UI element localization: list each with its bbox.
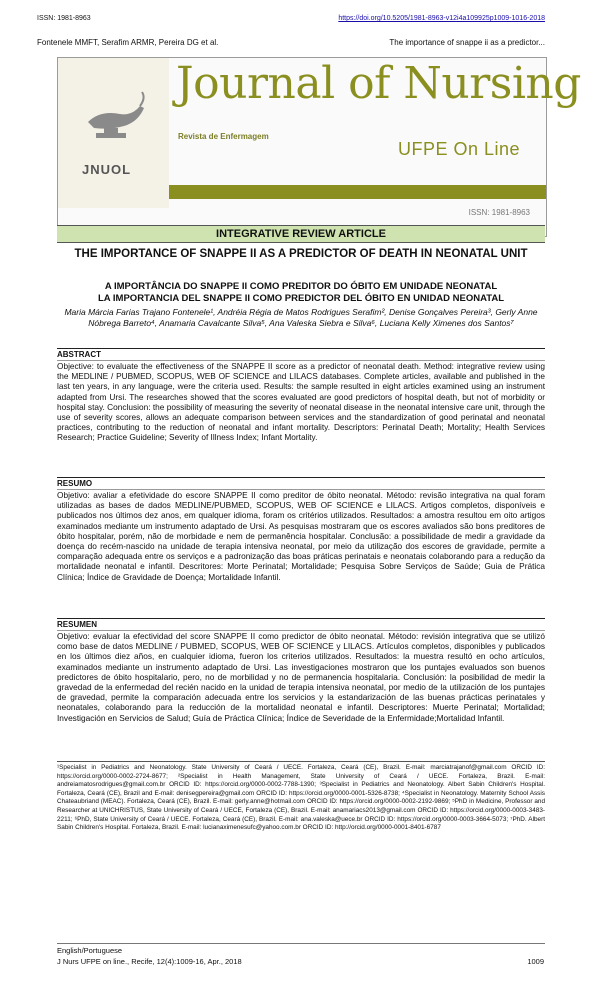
banner-stripe: [169, 185, 546, 199]
abstract-text: Objective: to evaluate the effectiveness of the SNAPPE II score as a predictor of neonatal death. Method: integrative review using the MEDLINE / PUBMED, SCOPUS, WEB OF SCIENCE and LILACS databases. Complete articles, available and published in the last ten years, in any language, were the criteria used. Results: the sample resulted in eight articles examined using an instrument adapted from Ursi. The researches showed that the scores evaluated are good predictors of hospital death, but not of morbidity or hospital stay. Conclusion: the possibility of measuring the severity of neonatal disease in the neonatal intensive care unit, through the use of severity scores, allows an adequate comparison between services and the standardization of good perinatal and neonatal practices, contributing to the reduction of neonatal and infant mortality. Descriptors: Perinatal Death; Mortality; Health Services Research; Practice Guideline; Severity of Illness Index; Infant Mortality.: [57, 361, 545, 443]
footer-citation: J Nurs UFPE on line., Recife, 12(4):1009-16, Apr., 2018: [57, 957, 242, 966]
title-english: THE IMPORTANCE OF SNAPPE II AS A PREDICTOR OF DEATH IN NEONATAL UNIT: [74, 248, 528, 260]
banner-issn: ISSN: 1981-8963: [468, 208, 530, 217]
resumo-heading: RESUMO: [57, 477, 545, 490]
logo-text: JNUOL: [82, 162, 132, 177]
journal-banner: [57, 57, 581, 237]
running-title: The importance of snappe ii as a predictor...: [389, 38, 545, 47]
oil-lamp-icon: [80, 88, 150, 143]
journal-logo: [58, 58, 169, 208]
resumo-text: Objetivo: avaliar a efetividade do escore SNAPPE II como preditor de óbito neonatal. Método: revisão integrativa na qual foram utilizadas as bases de dados MEDLINE/PUBMED, SCOPUS, WEB OF SCIENCE e LILACS. Artigos completos, disponíveis e publicados nos últimos dez anos, em qualquer idioma, foram os critérios utilizados. Resultados: a amostra resultou em oito artigos examinados mediante um instrumento adaptado de Ursi. As pesquisas mostraram que os escores avaliados são bons preditores de óbito hospitalar, porém, não de morbidade e nem de permanência hospitalar. Conclusão: a possibilidade de medir a gravidade da doença do recém-nascido na unidade de terapia intensiva neonatal, por meio da utilização dos escores de gravidade, permite a comparação adequada entre os serviços e a padronização das boas práticas perinatais e neonatais colaborando para a redução da mortalidade neonatal e infantil. Descritores: Morte Perinatal; Mortalidade; Pesquisa Sobre Serviços de Saúde; Guia de Prática Clínica; Índice de Gravidade de Doença; Mortalidade Infantil.: [57, 490, 545, 582]
author-list: Maria Márcia Farias Trajano Fontenele¹, Andréia Régia de Matos Rodrigues Serafim², Denise Gonçalves Pereira³, Gerly Anne Nóbrega Barreto⁴, Anamaria Cavalcante Silva⁵, Ana Valeska Siebra e Silva⁶, Luciana Kelly Ximenes dos Santos⁷: [64, 307, 538, 328]
running-authors: Fontenele MMFT, Serafim ARMR, Pereira DG et al.: [37, 38, 219, 47]
footer-rule: [57, 943, 545, 944]
abstract-heading: ABSTRACT: [57, 348, 545, 361]
author-footnotes: ¹Specialist in Pediatrics and Neonatology. State University of Ceará / UECE. Fortaleza, Ceará (CE), Brazil. E-mail: marciatrajanof@gmail.com ORCID ID: https://orcid.org/0000-0002-2724-8677; ²Specialist in Health Management, State University of Ceará / UECE. Fortaleza, Brazil. E-mail: andreiamatosrodrigues@gmail.com.br ORCID ID: https://orcid.org/0000-0002-7788-1390; ³Specialist in Pediatrics and Neonatology. Albert Sabin Children's Hospital. Fortaleza, Ceará (CE), Brazil and E-mail: denisegpereira@gmail.com ORCID ID: https://orcid.org/0000-0001-5326-8738; ⁴Specialist in Neonatology. Maternity School Assis Chateaubriand (MEAC). Fortaleza, Ceará (CE), Brazil. E-mail: gerly.anne@hotmail.com ORCID ID: https://orcid.org/0000-0002-2192-9869; ⁵PhD in Medicine, Professor and Researcher at UNICHRISTUS, State University of Ceará / UECE, Fortaleza (CE), Brazil. E-mail: anamariacs2013@gmail.com ORCID ID: https://orcid.org/0000-0003-3483-2211; ⁶PhD, State University of Ceará / UECE. Fortaleza, Ceará (CE), Brazil. E-mail: ana.valeska@uece.br ORCID ID: https://orcid.org/0000-0003-3664-5073; ⁷PhD. Albert Sabin Children's Hospital. Fortaleza, Brazil. E-mail: lucianaximenesufc@yahoo.com.br ORCID ID: http://orcid.org/0000-0001-8401-6787: [57, 761, 545, 833]
footer-language: English/Portuguese: [57, 946, 123, 955]
title-portuguese: A IMPORTÂNCIA DO SNAPPE II COMO PREDITOR DO ÓBITO EM UNIDADE NEONATAL: [104, 281, 498, 292]
journal-subtitle: Revista de Enfermagem: [178, 132, 269, 141]
journal-online-label: UFPE On Line: [398, 139, 521, 159]
page-number: 1009: [527, 957, 544, 966]
title-spanish: LA IMPORTANCIA DEL SNAPPE II COMO PREDICTOR DEL ÓBITO EN UNIDAD NEONATAL: [97, 293, 505, 304]
doi-link[interactable]: https://doi.org/10.5205/1981-8963-v12i4a109925p1009-1016-2018: [338, 15, 545, 22]
issn-header: ISSN: 1981-8963: [37, 15, 91, 22]
article-type-band: INTEGRATIVE REVIEW ARTICLE: [57, 225, 545, 243]
resumen-heading: RESUMEN: [57, 618, 545, 631]
resumen-text: Objetivo: evaluar la efectividad del score SNAPPE II como predictor de óbito neonatal. Método: revisión integrativa que se utilizó como base de datos MEDLINE / PUBMED, SCOPUS, WEB OF SCIENCE y LILACS. Artículos completos, disponibles y publicados en los últimos diez años, en cualquier idioma, fueron los criterios utilizados. Resultados: la muestra resultó en ocho artículos, examinados mediante un instrumento adaptado de Ursi. Las investigaciones mostraron que los puntajes evaluados son buenos predictores de óbito hospitalario, pero, no de morbilidad y no de permanencia hospitalaria. Conclusión: la posibilidad de medir la gravedad de la enfermedad del recién nacido en la unidad de terapia intensiva neonatal, por medio de la utilización de los puntajes de gravedad, permite la comparación adecuada entre los servicios y la estandarización de las buenas prácticas perinatales y neonatales, colaborando para la reducción de la mortalidad neonatal e infantil. Descriptores: Muerte Perinatal; Mortalidad; Investigación en Servicios de Salud; Guía de Práctica Clínica; Índice de Severidade de la Enfermidade;Mortalidad Infantil.: [57, 631, 545, 723]
journal-name: Journal of Nursing: [176, 58, 581, 109]
